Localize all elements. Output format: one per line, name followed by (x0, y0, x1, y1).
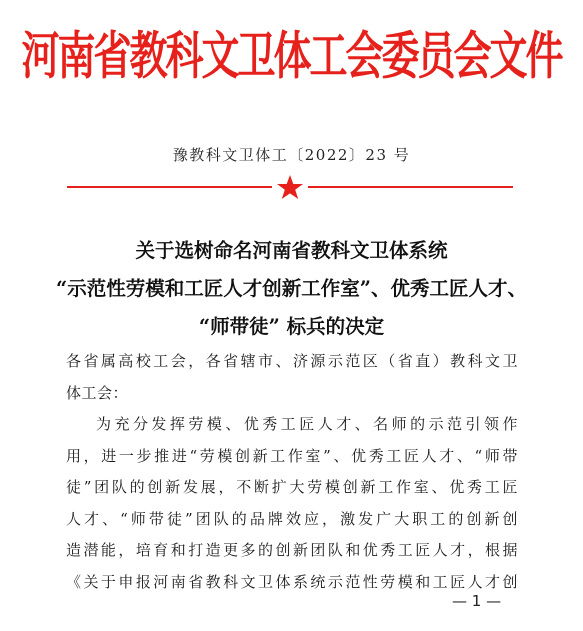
body-line-addressee: 各省属高校工会，各省辖市、济源示范区（省直）教科文卫 (66, 352, 518, 370)
divider-line-right (308, 186, 513, 188)
body-line-paragraph-start: 为充分发挥劳模、优秀工匠人才、名师的示范引领作 (96, 415, 518, 433)
document-number: 豫教科文卫体工〔2022〕23 号 (172, 146, 411, 164)
divider-line-left (67, 186, 272, 188)
title-line-2: “示范性劳模和工匠人才创新工作室”、优秀工匠人才、 (56, 277, 527, 300)
title-line-3: “师带徒” 标兵的决定 (198, 315, 385, 338)
document-body (66, 346, 518, 598)
red-divider (67, 178, 513, 198)
masthead-title: 河南省教科文卫体工会委员会文件 (21, 24, 562, 86)
star-icon (276, 174, 304, 200)
page-number: — 1 — (452, 592, 502, 610)
body-line: 用，进一步推进“劳模创新工作室”、优秀工匠人才、“师带 (66, 446, 518, 465)
body-line: 造潜能，培育和打造更多的创新团队和优秀工匠人才，根据 (66, 541, 518, 559)
body-line: 人才、“师带徒”团队的品牌效应，激发广大职工的创新创 (66, 509, 518, 528)
title-line-1: 关于选树命名河南省教科文卫体系统 (135, 239, 448, 262)
body-line-addressee-end: 体工会： (66, 383, 129, 402)
document-title (0, 232, 583, 346)
body-line: 徒”团队的创新发展，不断扩大劳模创新工作室、优秀工匠 (66, 478, 518, 496)
body-line: 《关于申报河南省教科文卫体系统示范性劳模和工匠人才创 (66, 572, 518, 591)
